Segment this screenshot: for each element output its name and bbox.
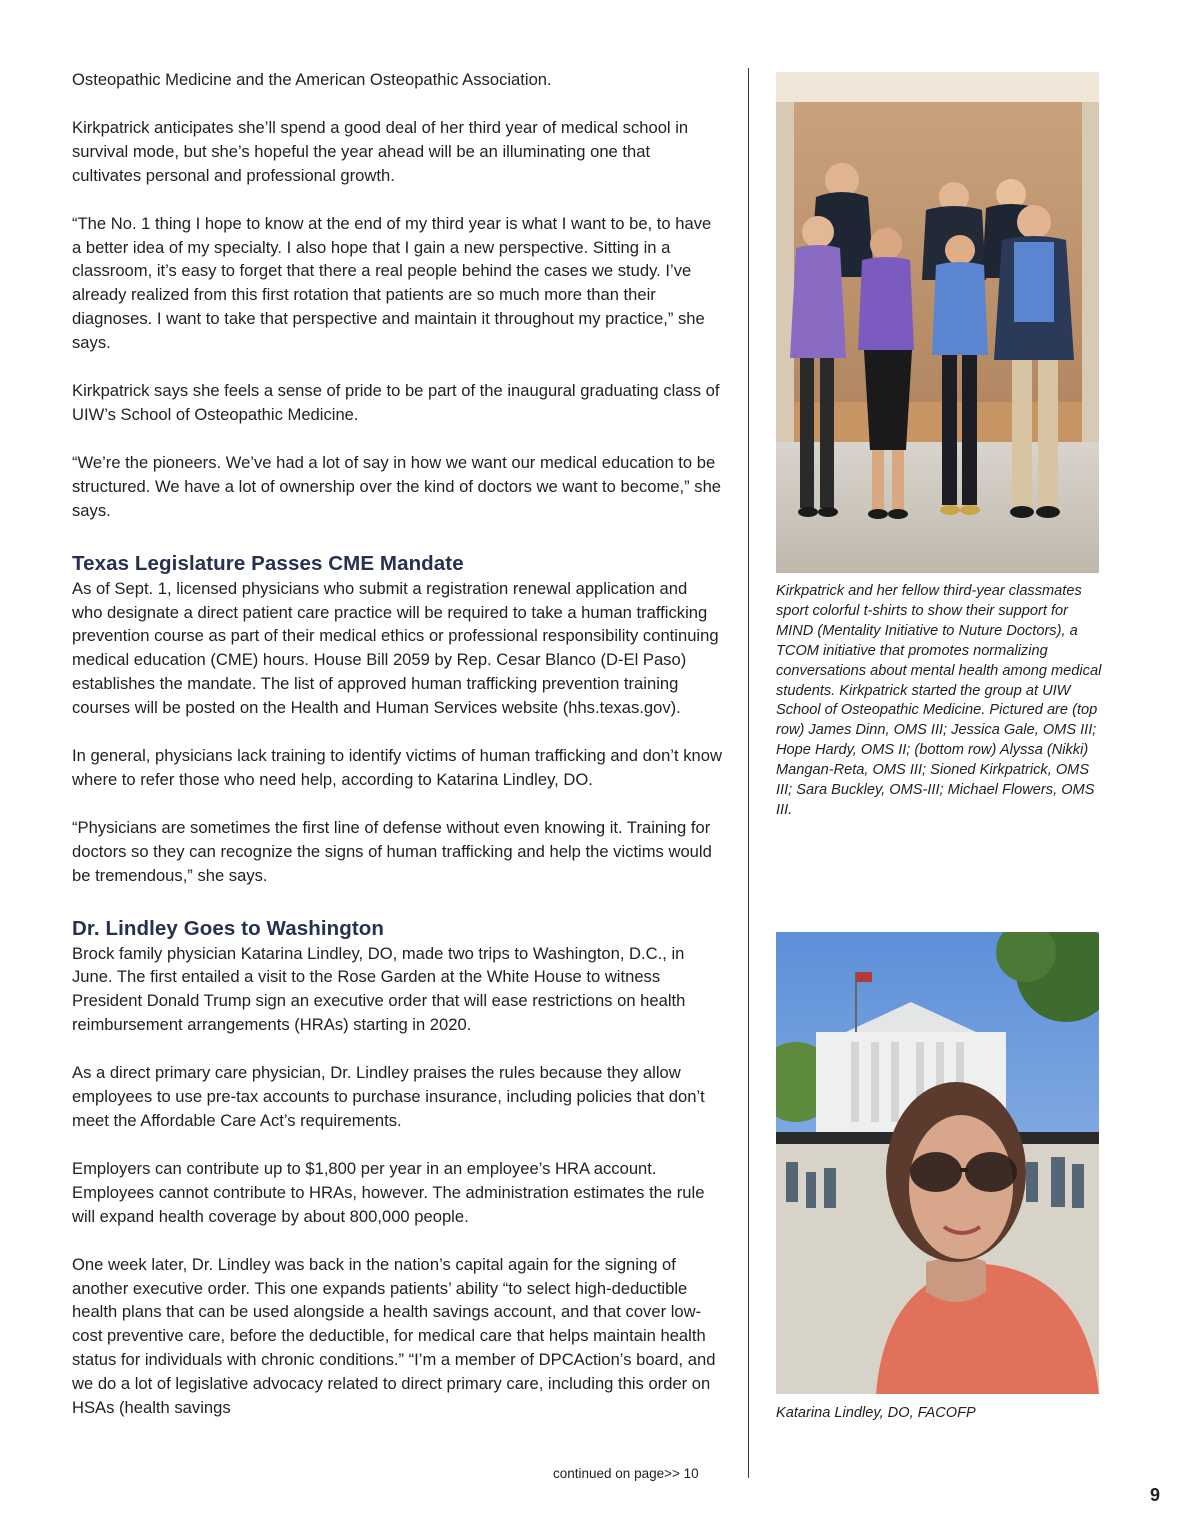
lindley-photo <box>776 932 1099 1394</box>
article-column <box>72 68 722 1420</box>
article-paragraph: “Physicians are sometimes the first line of defense without even knowing it. Training for doctors so they can recognize the signs of human trafficking and help the victims would be tremendous,” she says. <box>72 817 712 885</box>
article-paragraph: One week later, Dr. Lindley was back in the nation’s capital again for the signing of another executive order. This one expands patients’ ability “to select high-deductible health plans that can be used alongside a health savings account, and that cover low-cost preventive care, before the deductible, for medical care that helps maintain health status for individuals with chronic conditions.” “I’m a member of DPCAction’s board, and we do a lot of legislative advocacy related to direct primary care, including this order on HSAs (health savings <box>72 1254 716 1418</box>
article-paragraph: Employers can contribute up to $1,800 per year in an employee’s HRA account. Employees cannot contribute to HRAs, however. The administration estimates the rule will expand health coverage by about 800,000 people. <box>72 1158 705 1226</box>
group-photo <box>776 72 1099 573</box>
page-number: 9 <box>1150 1485 1161 1505</box>
article-paragraph: “The No. 1 thing I hope to know at the end of my third year is what I want to be, to have a better idea of my specialty. I also hope that I gain a new perspective. Sitting in a classroom, it’s easy to forget that there a real people behind the cases we study. I’ve already realized from this first rotation that patients are so much more than their diagnoses. I want to take that perspective and maintain it throughout my practice,” she says. <box>72 213 712 353</box>
article-paragraph: “We’re the pioneers. We’ve had a lot of say in how we want our medical education to be structured. We have a lot of ownership over the kind of doctors we want to become,” she says. <box>72 452 722 520</box>
article-paragraph: In general, physicians lack training to identify victims of human trafficking and don’t know where to refer those who need help, according to Katarina Lindley, DO. <box>72 746 722 789</box>
article-paragraph: Brock family physician Katarina Lindley, DO, made two trips to Washington, D.C., in June. The first entailed a visit to the Rose Garden at the White House to witness President Donald Trump sign an executive order that will ease restrictions on health reimbursement arrangements (HRAs) starting in 2020. <box>72 943 686 1035</box>
article-paragraph: Kirkpatrick says she feels a sense of pride to be part of the inaugural graduating class of UIW’s School of Osteopathic Medicine. <box>72 381 720 424</box>
column-divider <box>748 68 749 1478</box>
section-heading-cme: Texas Legislature Passes CME Mandate <box>72 551 464 575</box>
photo-caption-lindley: Katarina Lindley, DO, FACOFP <box>776 1405 976 1421</box>
article-paragraph: Osteopathic Medicine and the American Osteopathic Association. <box>72 70 552 89</box>
article-paragraph: Kirkpatrick anticipates she’ll spend a good deal of her third year of medical school in survival mode, but she’s hopeful the year ahead will be an illuminating one that cultivates personal and professional growth. <box>72 117 689 185</box>
article-paragraph: As a direct primary care physician, Dr. Lindley praises the rules because they allow employees to use pre-tax accounts to purchase insurance, including policies that don’t meet the Affordable Care Act’s requirements. <box>72 1063 705 1130</box>
section-heading-lindley: Dr. Lindley Goes to Washington <box>72 916 385 940</box>
photo-caption-group: Kirkpatrick and her fellow third-year classmates sport colorful t-shirts to show their support for MIND (Mentality Initiative to Nuture Doctors), a TCOM initiative that promotes normalizing conversations about mental health among medical students. Kirkpatrick started the group at UIW School of Osteopathic Medicine. Pictured are (top row) James Dinn, OMS III; Jessica Gale, OMS III; Hope Hardy, OMS II; (bottom row) Alyssa (Nikki) Mangan-Reta, OMS III; Sioned Kirkpatrick, OMS III; Sara Buckley, OMS-III; Michael Flowers, OMS III. <box>776 583 1102 818</box>
continued-note: continued on page>> 10 <box>553 1466 699 1481</box>
article-paragraph: As of Sept. 1, licensed physicians who submit a registration renewal application and who designate a direct patient care practice will be required to take a human trafficking prevention course as part of their medical ethics or professional responsibility continuing medical education (CME) hours. House Bill 2059 by Rep. Cesar Blanco (D-El Paso) establishes the mandate. The list of approved human trafficking prevention training courses will be posted on the Health and Human Services website (hhs.texas.gov). <box>72 578 719 718</box>
